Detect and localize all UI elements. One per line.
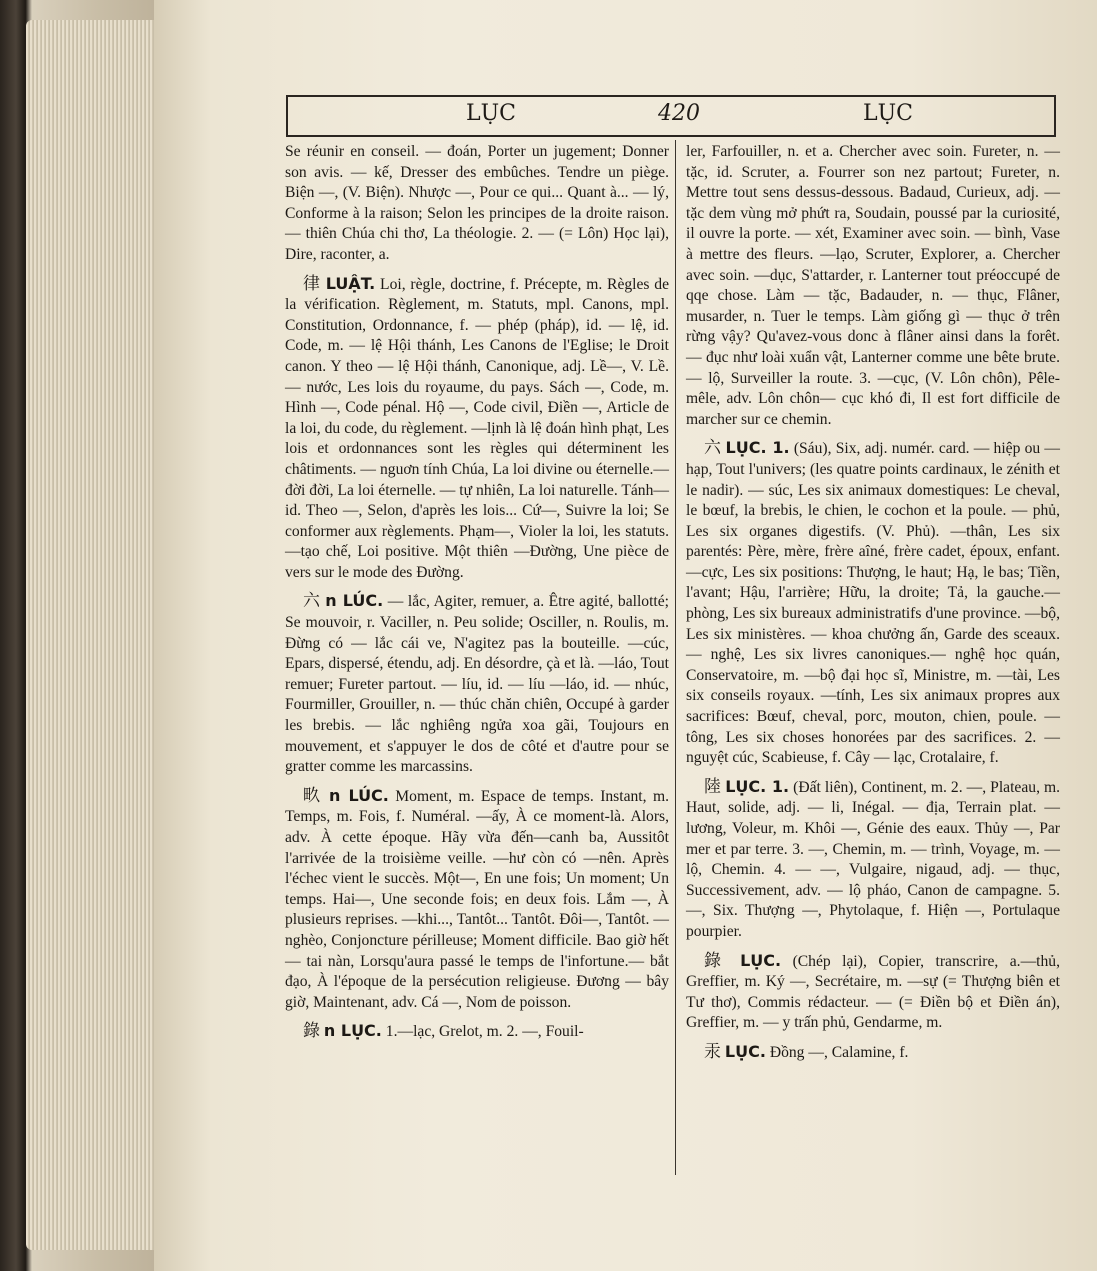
entry-definition: Đồng —, Calamine, f. xyxy=(769,1043,909,1061)
entry-headword: n LÚC. xyxy=(328,785,389,805)
entry-headword: LUẬT. xyxy=(325,273,376,293)
page-number: 420 xyxy=(658,101,700,126)
dictionary-entry xyxy=(285,1021,669,1043)
entry-headword: LỤC. xyxy=(724,1041,766,1061)
continuation-text: ler, Farfouiller, n. et a. Chercher avec soin. Fureter, n. — tặc, id. Scruter, a. Fourrer son nez partout; Fureter, n. Mettre tout sens dessus-dessous. Badaud, Curieux, adj. — tặc dem vùng mở phứt ra, Soudain, poussé par la curiosité, il ouvre la porte. — xét, Examiner avec soin. — bình, Vase à mettre des fleurs. —lạo, Scruter, Explorer, a. Chercher avec soin. —dục, S'attarder, r. Lanterner tout préoccupé de qqe chose. Làm — tặc, Badauder, n. — thục, Flâner, musarder, n. Tuer le temps. Làm giống gì — thục ở trên rừng vậy? Qu'avez-vous donc à flâner ainsi dans la forêt. — đục như loài xuẩn vật, Lanterner comme une bête brute. — lộ, Surveiller la route. 3. —cục, (V. Lôn chôn), Pêle-mêle, adv. Lôn chôn— cục khó đi, Il est fort difficile de marcher sur ce chemin. xyxy=(686,143,1060,428)
entry-definition: 1.—lạc, Grelot, m. 2. —, Fouil- xyxy=(385,1023,584,1041)
chinese-character: 六 xyxy=(303,591,321,612)
chinese-character: 陸 xyxy=(704,776,722,797)
entry-definition: Loi, règle, doctrine, f. Précepte, m. Règles de la vérification. Règlement, m. Statuts, mpl. Canons, mpl. Constitution, Ordonnance, f. — phép (pháp), id. — lệ, id. Code, m. — lệ Hội thánh, Les Canons de l'Eglise; le Droit canon. Y theo — lệ Hội thánh, Canonique, adj. Lề—, V. Lề. — nước, Les lois du royaume, du pays. Sách —, Code, m. Hình —, Code pénal. Hộ —, Code civil, Điền —, Article de la loi, du code, du règlement. —lịnh là lệ đoán hình phạt, Les lois et ordonnances sont les règles qui déterminent les châtiments. — nguơn tính Chúa, La loi divine ou éternelle.—đời đời, La loi éternelle. — tự nhiên, La loi naturelle. Tánh— id. Theo —, Selon, d'après les lois... Cứ—, Suivre la loi; Se conformer aux règlements. Phạm—, Violer la loi, les statuts. —tạo chế, Loi positive. Một thiên —Đường, Une pièce de vers sur le mode des Đường. xyxy=(285,275,669,581)
entry-definition: — lắc, Agiter, remuer, a. Être agité, ballotté; Se mouvoir, r. Vaciller, n. Peu solide; Osciller, n. Roulis, m. Đừng có — lắc cái ve, N'agitez pas la bouteille. —cúc, Epars, dispersé, étendu, adj. En désordre, çà et là. —láo, Tout remuer; Fureter partout. — líu, id. — líu —láo, id. — nhúc, Fourmiller, Grouiller, n. — thúc chăn chiên, Occupé à garder les brebis. — lắc nghiêng ngửa xoa gãi, Toujours en mouvement, et s'appuyer le dos de côté et d'autre pour se gratter comme les marcassins. xyxy=(285,593,669,776)
dictionary-entry xyxy=(686,1042,1060,1064)
dictionary-entry xyxy=(686,777,1060,943)
entry-headword: n LÚC. xyxy=(325,591,384,611)
dictionary-entry xyxy=(285,591,669,777)
header-left-word: LỤC xyxy=(466,101,516,126)
chinese-character: 錄 xyxy=(704,950,729,971)
dictionary-entry xyxy=(686,951,1060,1034)
entry-definition: (Đất liên), Continent, m. 2. —, Plateau, m. Haut, solide, adj. — li, Inégal. — địa, Terrain plat. — lương, Voleur, m. Khôi —, Génie des eaux. Thủy —, Par mer et par terre. 3. —, Chemin, m. — trình, Voyage, m. — lộ, Chemin. 4. — —, Vulgaire, nigaud, adj. — thục, Successivement, adv. — lộ pháo, Canon de campagne. 5. —, Six. Thượng —, Phytolaque, f. Hiện —, Portulaque pourpier. xyxy=(686,778,1061,940)
entry-headword: LỤC. 1. xyxy=(725,776,790,796)
chinese-character: 畂 xyxy=(303,785,323,806)
dictionary-entry xyxy=(285,274,669,584)
continuation-text: Se réunir en conseil. — đoán, Porter un jugement; Donner son avis. — kế, Dresser des embûches. Tendre un piège. Biện —, (V. Biện). Nhược —, Pour ce qui... Quant à... — lý, Conforme à la raison; Selon les principes de la droite raison. — thiên Chúa chi thơ, La théologie. 2. — (= Lôn) Học lại), Dire, raconter, a. xyxy=(285,143,669,263)
chinese-character: 六 xyxy=(704,438,722,459)
left-column xyxy=(285,142,669,1051)
entry-headword: LỤC. xyxy=(740,950,782,970)
entry-headword: n LỤC. xyxy=(323,1021,382,1041)
chinese-character: 律 xyxy=(303,273,321,294)
page-edges xyxy=(26,20,156,1250)
entry-headword: LỤC. 1. xyxy=(725,438,790,458)
header-right-word: LỤC xyxy=(863,101,913,126)
dictionary-entry xyxy=(686,438,1060,769)
column-divider xyxy=(675,140,676,1175)
chinese-character: 汞 xyxy=(704,1041,721,1062)
dictionary-entry xyxy=(285,786,669,1014)
running-header xyxy=(286,95,1056,137)
entry-definition: Moment, m. Espace de temps. Instant, m. Temps, m. Fois, f. Numéral. —ấy, À ce moment-là. Alors, adv. À cette époque. Hãy vừa đến—canh ba, Aussitôt l'arrivée de la troisième veille. —hư còn có —nên. Après l'échec vient le succès. Một—, En une fois; Un moment; Un temps. Hai—, Une seconde fois; en deux fois. Lắm —, À plusieurs reprises. —khi..., Tantôt... Tantôt. Đôi—, Tantôt. —nghèo, Conjoncture périlleuse; Moment difficile. Bao giờ hết — tai nàn, Lorsqu'aura passé le temps de l'infortune.— bắt đạo, À l'époque de la persécution religieuse. Đương — bây giờ, Maintenant, adv. Cá —, Nom de poisson. xyxy=(285,787,669,1011)
entry-definition: (Sáu), Six, adj. numér. card. — hiệp ou — hạp, Tout l'univers; (les quatre points cardinaux, le zénith et le nadir). — súc, Les six animaux domestiques: Le cheval, le bœuf, la brebis, le chien, le cochon et la poule. — phủ, Les six organes digestifs. (V. Phủ). —thân, Les six parentés: Père, mère, frère aîné, frère cadet, époux, enfant. —cực, Les six positions: Thượng, le haut; Hạ, le bas; Tiền, l'avant; Hậu, l'arrière; Hữu, la droite; Tả, la gauche.— phòng, Les six bureaux administratifs d'une province. —bộ, Les six ministères. — khoa chưởng ấn, Garde des sceaux. — nghệ, Les six livres canoniques.— nghệ học quán, Conservatoire, m. —bộ đại học sĩ, Ministre, m. —tài, Les six conseils royaux. —tính, Les six animaux propres aux sacrifices: Bœuf, cheval, porc, mouton, chien, poule. —tông, Les six choses honorées par des sacrifices. 2. — nguyệt cúc, Scabieuse, f. Cây — lạc, Crotalaire, f. xyxy=(686,440,1060,767)
entry-definition: (Chép lại), Copier, transcrire, a.—thủ, Greffier, m. Ký —, Secrétaire, m. —sự (= Thượng biên et Tư thơ), Commis rédacteur. — (= Điền bộ et Điền án), Greffier, m. — y trấn phủ, Gendarme, m. xyxy=(686,952,1061,1032)
dictionary-page xyxy=(154,0,1097,1271)
chinese-character: 錄 xyxy=(303,1021,320,1042)
right-column xyxy=(686,142,1060,1072)
